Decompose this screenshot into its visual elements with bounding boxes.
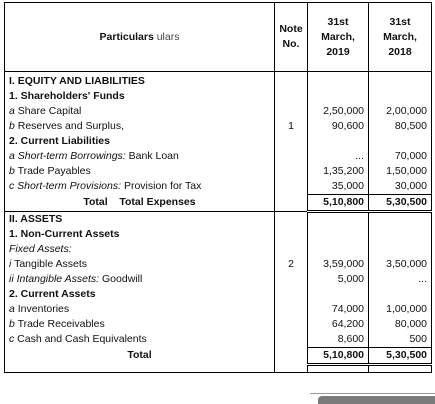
subsection-current-liabilities: 2. Current Liabilities [5,134,275,149]
table-row [5,104,432,119]
value-2019: 3,59,000 [308,257,369,272]
row-label: c Cash and Cash Equivalents [5,332,275,348]
subsection-non-current-assets: 1. Non-Current Assets [5,227,275,242]
subsection-current-assets: 2. Current Assets [5,287,275,302]
row-label: b Trade Receivables [5,317,275,332]
subsection-shareholders-funds: 1. Shareholders' Funds [5,89,275,104]
value-2018: 3,50,000 [369,257,432,272]
row-label: c Short-term Provisions: Provision for Tax [5,179,275,195]
total-2019: 5,10,800 [308,195,369,212]
value-2018: 2,00,000 [369,104,432,119]
row-label: i Tangible Assets [5,257,275,272]
table-row [5,257,432,272]
balance-sheet-table [4,2,432,373]
table-row [5,302,432,317]
value-2018: 1,50,000 [369,164,432,179]
table-row [5,149,432,164]
value-2019: 35,000 [308,179,369,195]
table-row [5,332,432,348]
table-row [5,212,432,228]
table-row [5,365,432,373]
value-2019: 1,35,200 [308,164,369,179]
table-row [5,227,432,242]
row-label: a Inventories [5,302,275,317]
table-row [5,287,432,302]
year-2019-header: 31st March, 2019 [308,3,369,72]
bottom-scroll-shadow [318,396,435,404]
table-row [5,179,432,195]
note-number: 2 [275,257,308,272]
row-label: b Reserves and Surplus, [5,119,275,134]
row-label: b Trade Payables [5,164,275,179]
row-label: a Short-term Borrowings: Bank Loan [5,149,275,164]
note-header: Note No. [275,3,308,72]
table-row [5,134,432,149]
table-row [5,119,432,134]
value-2018: 70,000 [369,149,432,164]
note-number: 1 [275,119,308,134]
total-2018: 5,30,500 [369,195,432,212]
value-2019: ... [308,149,369,164]
value-2019: 2,50,000 [308,104,369,119]
row-label: a Share Capital [5,104,275,119]
value-2018: 1,00,000 [369,302,432,317]
value-2019: 8,600 [308,332,369,348]
value-2018: 500 [369,332,432,348]
value-2018: ... [369,272,432,287]
table-header [5,3,432,72]
table-row [5,89,432,104]
section-title-equity-liabilities: I. EQUITY AND LIABILITIES [5,72,275,90]
fixed-assets-label: Fixed Assets: [5,242,275,257]
particulars-header: Particulars ulars [5,3,275,72]
value-2018: 80,500 [369,119,432,134]
total-2018: 5,30,500 [369,348,432,365]
table-row [5,317,432,332]
table-row [5,242,432,257]
value-2018: 30,000 [369,179,432,195]
table-row [5,272,432,287]
value-2019: 74,000 [308,302,369,317]
table-row [5,72,432,90]
value-2019: 5,000 [308,272,369,287]
total-label: Total [5,348,275,365]
value-2018: 80,000 [369,317,432,332]
value-2019: 90,600 [308,119,369,134]
total-row-assets [5,348,432,365]
total-2019: 5,10,800 [308,348,369,365]
total-label: Total Total Expenses [5,195,275,212]
table-row [5,164,432,179]
row-label: ii Intangible Assets: Goodwill [5,272,275,287]
section-title-assets: II. ASSETS [5,212,275,228]
total-row-liabilities [5,195,432,212]
value-2019: 64,200 [308,317,369,332]
year-2018-header: 31st March, 2018 [369,3,432,72]
